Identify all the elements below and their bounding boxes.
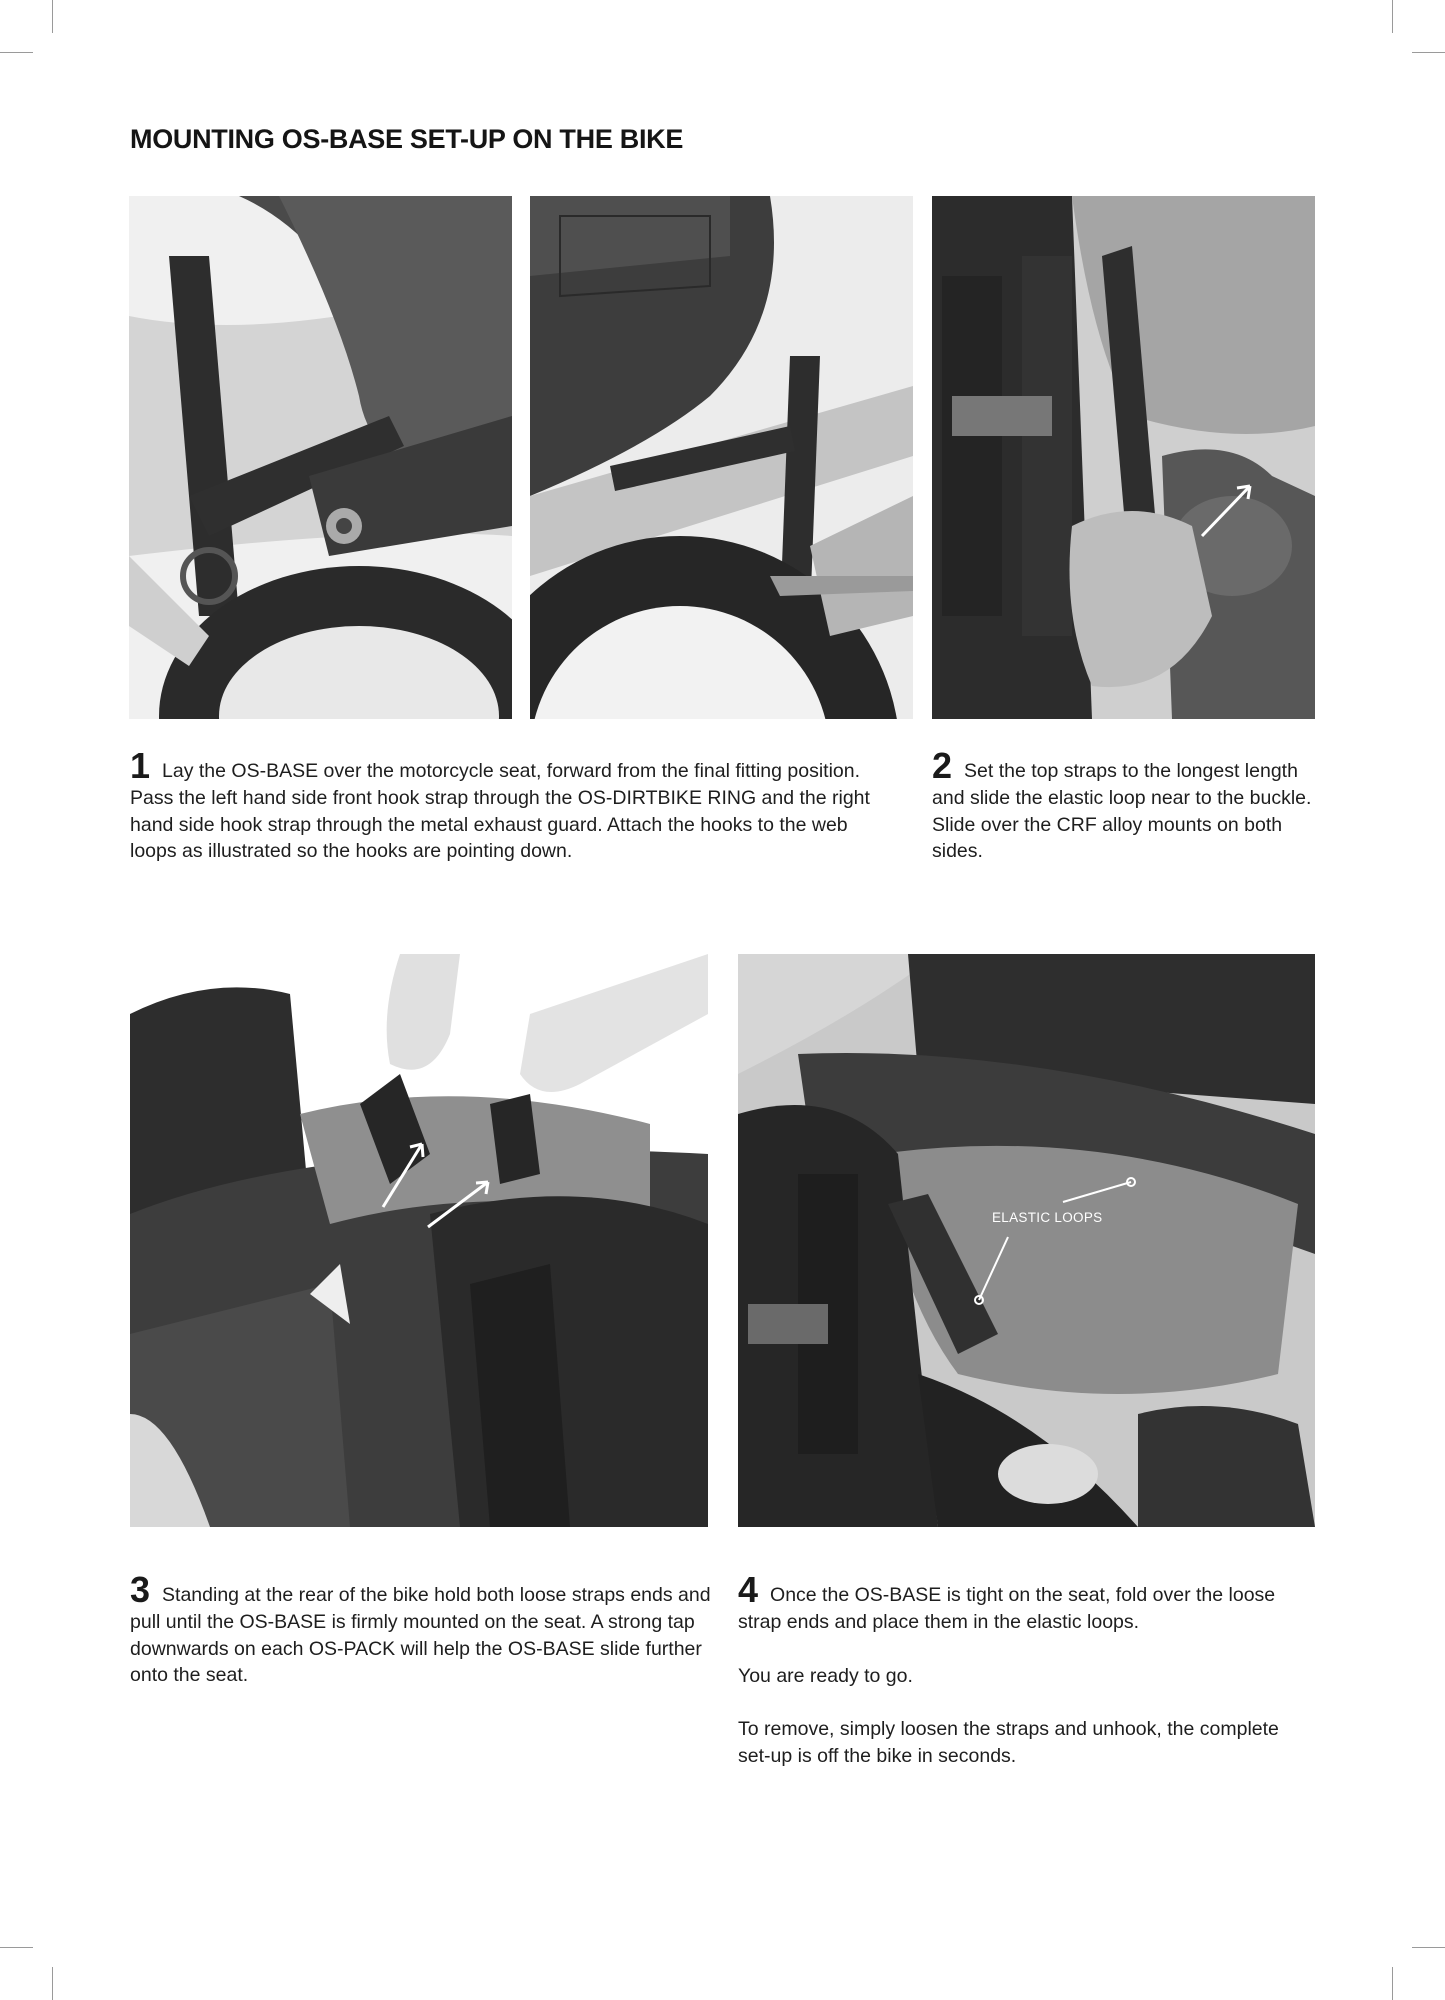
crop-mark-bottom-left-v [52,1967,53,2000]
photo-step3-pull-straps [130,954,708,1527]
crop-mark-bottom-right-h [1412,1947,1445,1948]
step-3-instructions [130,1569,730,1689]
photo-illustration [530,196,913,719]
photo-illustration [129,196,512,719]
step-3-paragraph [130,1569,730,1689]
page-title: MOUNTING OS-BASE SET-UP ON THE BIKE [130,124,684,154]
photo-illustration [738,954,1315,1527]
photo-step1-right-hook [530,196,913,719]
photo-step1-left-hook [129,196,512,719]
step-2-instructions [932,745,1322,865]
step-number: 2 [932,745,953,786]
crop-mark-top-right-h [1412,52,1445,53]
elastic-loops-annotation: ELASTIC LOOPS [992,1210,1103,1225]
crop-mark-top-left-v [52,0,53,33]
step-4-text: Once the OS-BASE is tight on the seat, fold over the loose strap ends and place them in the elastic loops. [738,1584,1276,1633]
crop-mark-bottom-right-v [1392,1967,1393,2000]
photo-illustration [130,954,708,1527]
step-2-paragraph [932,745,1322,865]
step-number: 4 [738,1569,759,1610]
step-2-text: Set the top straps to the longest length and slide the elastic loop near to the buckle. Slide over the CRF alloy mounts on both sides. [932,760,1312,863]
photo-illustration [932,196,1315,719]
removal-text: To remove, simply loosen the straps and unhook, the complete set-up is off the bike in seconds. [738,1718,1279,1768]
photo-step4-elastic-loops [738,954,1315,1527]
ready-to-go-text: You are ready to go. [738,1664,913,1687]
step-3-text: Standing at the rear of the bike hold both loose straps ends and pull until the OS-BASE is firmly mounted on the seat. A strong tap downwards on each OS-PACK will help the OS-BASE slide further onto the seat. [130,1584,711,1687]
step-1-instructions [130,745,890,865]
photo-step2-top-strap [932,196,1315,719]
step-number: 3 [130,1569,151,1610]
step-4-paragraph [738,1569,1308,1636]
crop-mark-top-right-v [1392,0,1393,33]
step-number: 1 [130,745,151,786]
crop-mark-top-left-h [0,52,33,53]
step-4-instructions [738,1569,1308,1770]
crop-mark-bottom-left-h [0,1947,33,1948]
step-1-text: Lay the OS-BASE over the motorcycle seat, forward from the final fitting position. Pass the left hand side front hook strap through the OS-DIRTBIKE RING and the right hand side hook strap through the metal exhaust guard. Attach the hooks to the web loops as illustrated so the hooks are pointing down. [130,760,870,863]
step-1-paragraph [130,745,890,865]
